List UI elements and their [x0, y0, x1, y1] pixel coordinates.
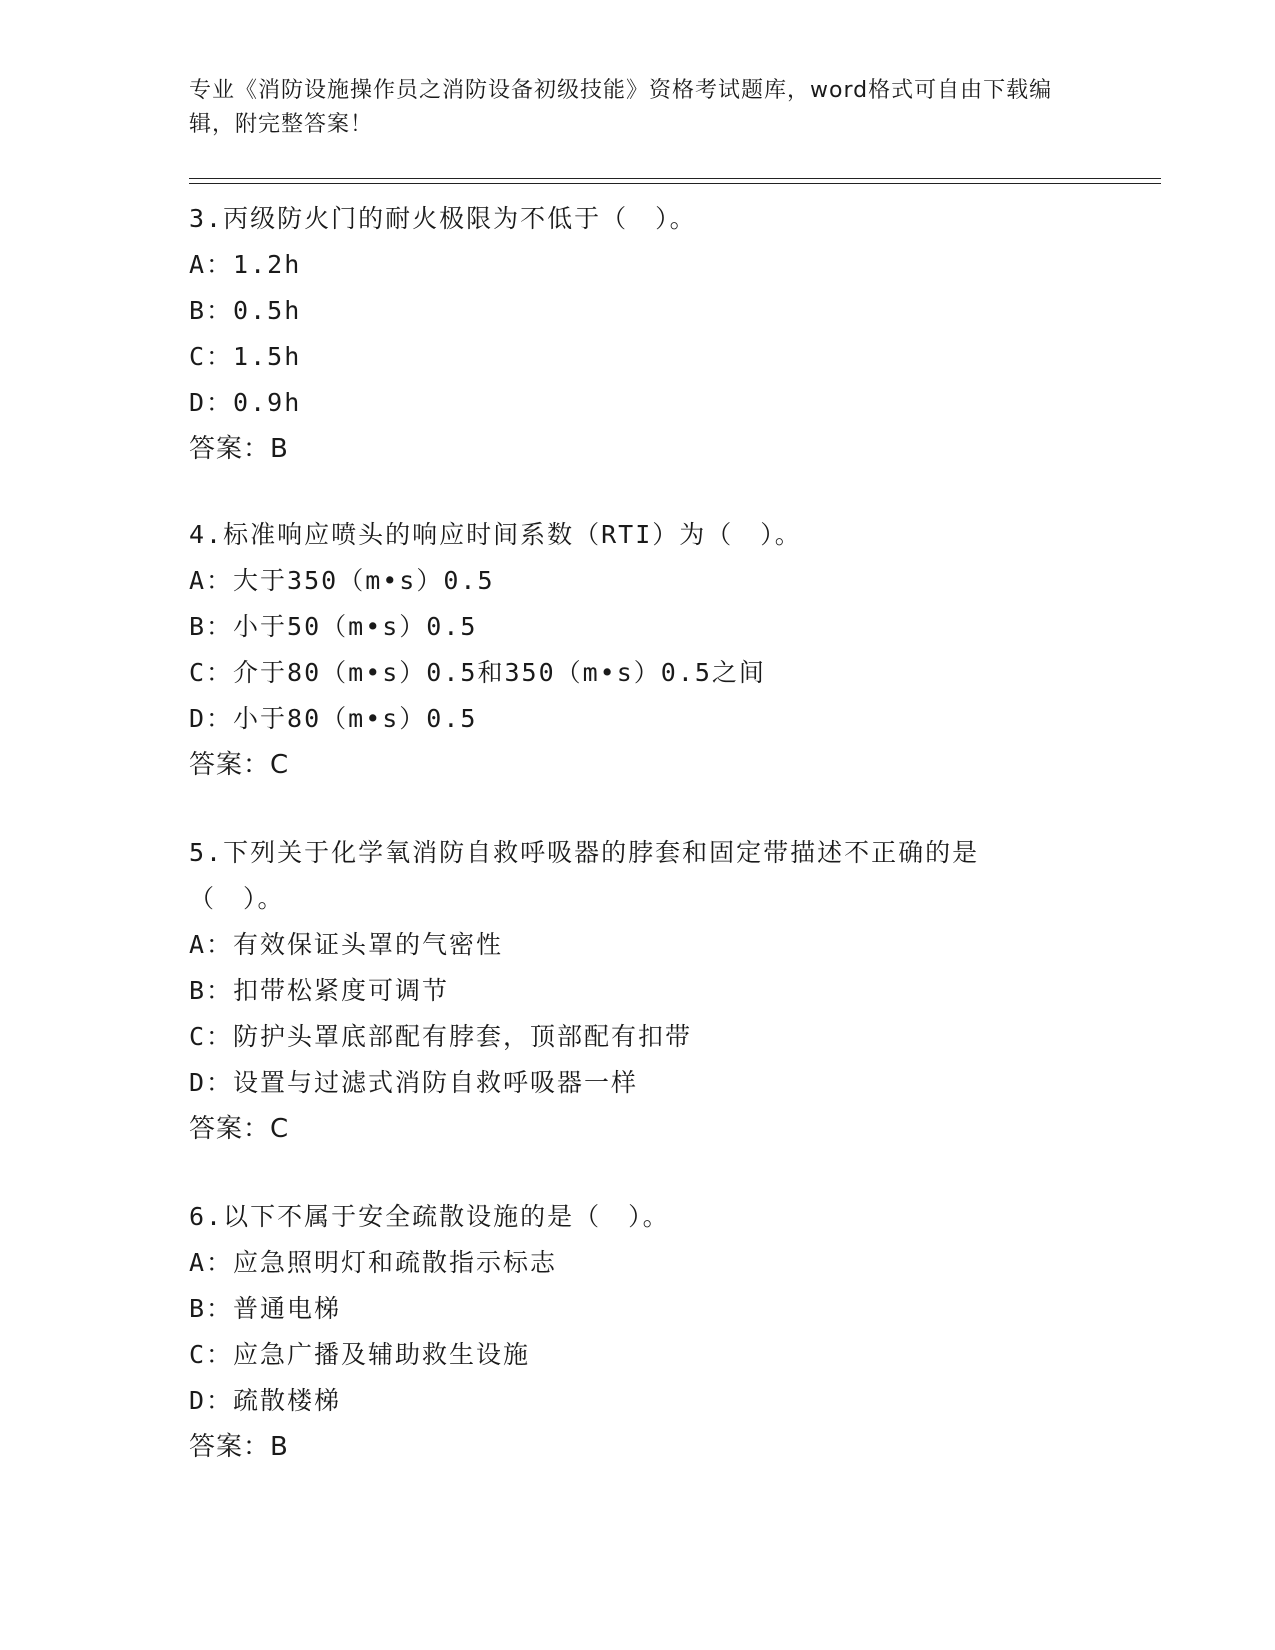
- option-b: B：小于50（m•s）0.5: [189, 612, 478, 641]
- question-6: [189, 1194, 1089, 1470]
- option-b: B：普通电梯: [189, 1294, 342, 1323]
- answer-label: 答案：C: [189, 750, 290, 780]
- answer-label: 答案：B: [189, 434, 289, 464]
- option-a: A：1.2h: [189, 250, 302, 279]
- answer-label: 答案：B: [189, 1432, 289, 1462]
- option-d: D：0.9h: [189, 388, 302, 417]
- option-c: C：介于80（m•s）0.5和350（m•s）0.5之间: [189, 658, 766, 687]
- option-a: A：大于350（m•s）0.5: [189, 566, 495, 595]
- option-b: B：0.5h: [189, 296, 302, 325]
- option-b: B：扣带松紧度可调节: [189, 976, 450, 1005]
- header-divider-bottom: [189, 183, 1161, 184]
- question-stem: 5.下列关于化学氧消防自救呼吸器的脖套和固定带描述不正确的是（ ）。: [189, 838, 980, 913]
- question-stem: 4.标准响应喷头的响应时间系数（RTI）为（ ）。: [189, 520, 802, 549]
- question-stem: 6.以下不属于安全疏散设施的是（ ）。: [189, 1202, 670, 1231]
- header-divider-top: [189, 178, 1161, 179]
- answer-label: 答案：C: [189, 1114, 290, 1144]
- option-d: D：设置与过滤式消防自救呼吸器一样: [189, 1068, 639, 1097]
- question-stem: 3.丙级防火门的耐火极限为不低于（ ）。: [189, 204, 697, 233]
- question-5: [189, 830, 1089, 1152]
- option-a: A：应急照明灯和疏散指示标志: [189, 1248, 558, 1277]
- option-c: C：应急广播及辅助救生设施: [189, 1340, 531, 1369]
- document-intro: 专业《消防设施操作员之消防设备初级技能》资格考试题库，word格式可自由下载编辑，附完整答案！: [189, 78, 1053, 137]
- question-4: [189, 512, 1089, 788]
- option-c: C：1.5h: [189, 342, 302, 371]
- option-a: A：有效保证头罩的气密性: [189, 930, 504, 959]
- option-c: C：防护头罩底部配有脖套，顶部配有扣带: [189, 1022, 693, 1051]
- option-d: D：疏散楼梯: [189, 1386, 342, 1415]
- option-d: D：小于80（m•s）0.5: [189, 704, 478, 733]
- question-3: [189, 196, 1089, 472]
